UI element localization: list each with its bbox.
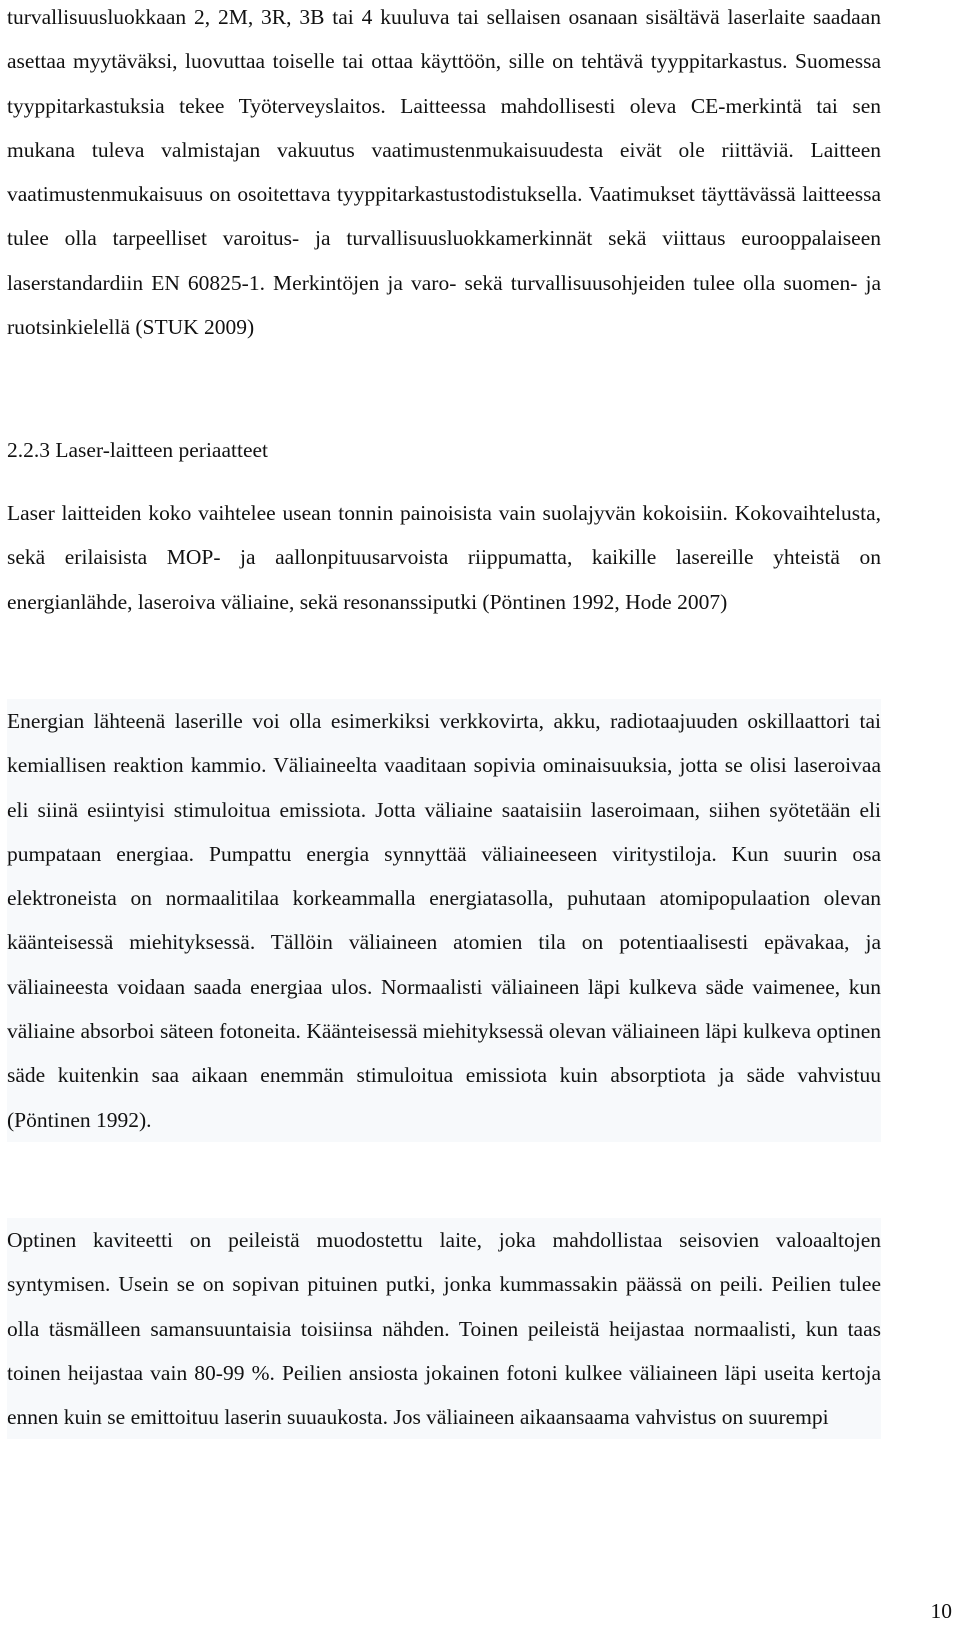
page-number: 10 — [930, 1599, 952, 1623]
paragraph-type-inspection: turvallisuusluokkaan 2, 2M, 3R, 3B tai 4 kuuluva tai sellaisen osanaan sisältävä laserlaite saadaan asettaa myytäväksi, luovuttaa toiselle tai ottaa käyttöön, sille on tehtävä tyyppitarkastus. Suomessa tyyppitarkastuksia tekee Työterveyslaitos. Laitteessa mahdollisesti oleva CE-merkintä tai sen mukana tuleva valmistajan vakuutus vaatimustenmukaisuudesta eivät ole riittäviä. Laitteen vaatimustenmukaisuus on osoitettava tyyppitarkastustodistuksella. Vaatimukset täyttävässä laitteessa tulee olla tarpeelliset varoitus- ja turvallisuusluokkamerkinnät sekä viittaus eurooppalaiseen laserstandardiin EN 60825-1. Merkintöjen ja varo- sekä turvallisuusohjeiden tulee olla suomen- ja ruotsinkielellä (STUK 2009) — [7, 5, 881, 340]
paragraph-laser-size: Laser laitteiden koko vaihtelee usean tonnin painoisista vain suolajyvän kokoisiin. Kokovaihtelusta, sekä erilaisista MOP- ja aallonpituusarvoista riippumatta, kaikille lasereille yhteistä on energianlähde, laseroiva väliaine, sekä resonanssiputki (Pöntinen 1992, Hode 2007) — [7, 501, 881, 614]
paragraph-energy-source: Energian lähteenä laserille voi olla esimerkiksi verkkovirta, akku, radiotaajuuden oskillaattori tai kemiallisen reaktion kammio. Väliaineelta vaaditaan sopivia ominaisuuksia, jotta se olisi laseroivaa eli siinä esiintyisi stimuloitua emissiota. Jotta väliaine saataisiin laseroimaan, siihen syötetään eli pumpataan energiaa. Pumpattu energia synnyttää väliaineeseen viritystiloja. Kun suurin osa elektroneista on normaalitilaa korkeammalla energiatasolla, puhutaan atomipopulaation olevan käänteisessä miehityksessä. Tällöin väliaineen atomien tila on potentiaalisesti epävakaa, ja väliaineesta voidaan saada energiaa ulos. Normaalisti väliaineen läpi kulkeva säde vaimenee, kun väliaine absorboi säteen fotoneita. Käänteisessä miehityksessä olevan väliaineen läpi kulkeva optinen säde kuitenkin saa aikaan enemmän stimuloitua emissiota kuin absorptiota ja säde vahvistuu (Pöntinen 1992). — [7, 699, 881, 1142]
paragraph-optical-cavity: Optinen kaviteetti on peileistä muodostettu laite, joka mahdollistaa seisovien valoaaltojen syntymisen. Usein se on sopivan pituinen putki, jonka kummassakin päässä on peili. Peilien tulee olla täsmälleen samansuuntaisia toisiinsa nähden. Toinen peileistä heijastaa normaalisti, kun taas toinen heijastaa vain 80-99 %. Peilien ansiosta jokainen fotoni kulkee väliaineen läpi useita kertoja ennen kuin se emittoituu laserin suuaukosta. Jos väliaineen aikaansaama vahvistus on suurempi — [7, 1218, 881, 1439]
section-heading: 2.2.3 Laser-laitteen periaatteet — [7, 438, 269, 462]
